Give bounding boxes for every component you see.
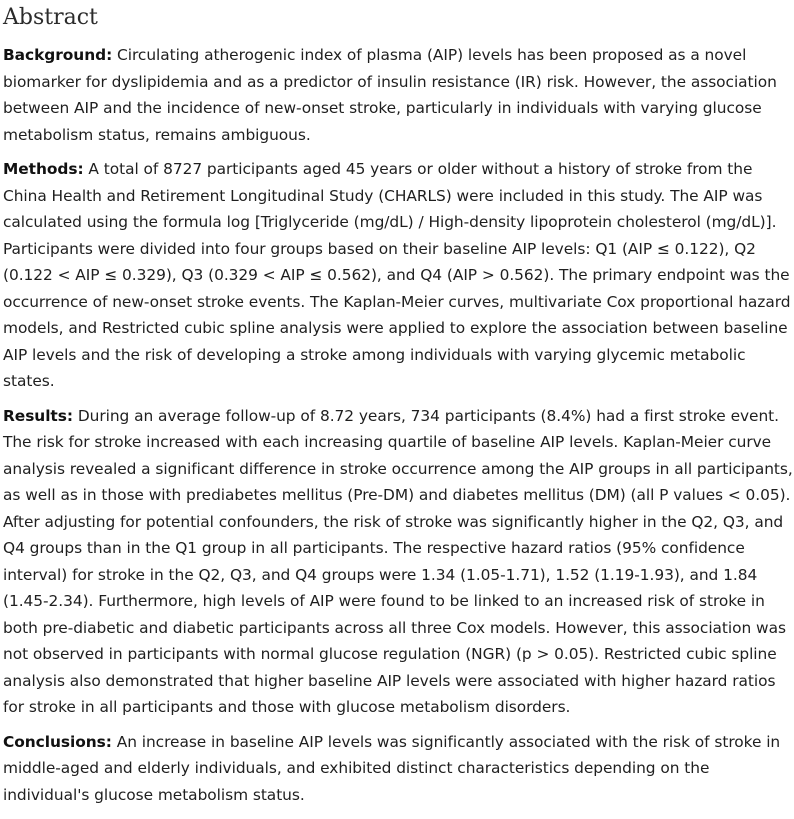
abstract-container [3, 0, 793, 816]
methods-label: Methods: [3, 160, 84, 178]
results-section [3, 403, 793, 721]
abstract-heading: Abstract [3, 5, 98, 30]
background-label: Background: [3, 46, 113, 64]
methods-section [3, 156, 793, 395]
results-label: Results: [3, 406, 73, 425]
conclusions-section [3, 729, 793, 809]
results-text: During an average follow-up of 8.72 years, 734 participants (8.4%) had a first stroke event. The risk for stroke increased with each increasing quartile of baseline AIP levels. Kaplan-Meier curve analysis revealed a significant difference in stroke occurrence among the AIP groups in all participants, as well as in those with prediabetes mellitus (Pre-DM) and diabetes mellitus (DM) (all P values < 0.05). After adjusting for potential confounders, the risk of stroke was significantly higher in the Q2, Q3, and Q4 groups than in the Q1 group in all participants. The respective hazard ratios (95% confidence interval) for stroke in the Q2, Q3, and Q4 groups were 1.34 (1.05-1.71), 1.52 (1.19-1.93), and 1.84 (1.45-2.34). Furthermore, high levels of AIP were found to be linked to an increased risk of stroke in both pre-diabetic and diabetic participants across all three Cox models. However, this association was not observed in participants with normal glucose regulation (NGR) (p > 0.05). Restricted cubic spline analysis also demonstrated that higher baseline AIP levels were associated with higher hazard ratios for stroke in all participants and those with glucose metabolism disorders. [3, 406, 793, 716]
background-section [3, 42, 793, 148]
conclusions-label: Conclusions: [3, 732, 112, 751]
methods-text: A total of 8727 participants aged 45 years or older without a history of stroke from the China Health and Retirement Longitudinal Study (CHARLS) were included in this study. The AIP was calculated using the formula log [Triglyceride (mg/dL) / High-density lipoprotein cholesterol (mg/dL)]. Participants were divided into four groups based on their baseline AIP levels: Q1 (AIP ≤ 0.122), Q2 (0.122 < AIP ≤ 0.329), Q3 (0.329 < AIP ≤ 0.562), and Q4 (AIP > 0.562). The primary endpoint was the occurrence of new-onset stroke events. The Kaplan-Meier curves, multivariate Cox proportional hazard models, and Restricted cubic spline analysis were applied to explore the association between baseline AIP levels and the risk of developing a stroke among individuals with varying glycemic metabolic states. [3, 160, 791, 390]
conclusions-text: An increase in baseline AIP levels was significantly associated with the risk of stroke in middle-aged and elderly individuals, and exhibited distinct characteristics depending on the individual's glucose metabolism status. [3, 732, 781, 804]
background-text: Circulating atherogenic index of plasma (AIP) levels has been proposed as a novel biomarker for dyslipidemia and as a predictor of insulin resistance (IR) risk. However, the association between AIP and the incidence of new-onset stroke, particularly in individuals with varying glucose metabolism status, remains ambiguous. [3, 46, 777, 144]
